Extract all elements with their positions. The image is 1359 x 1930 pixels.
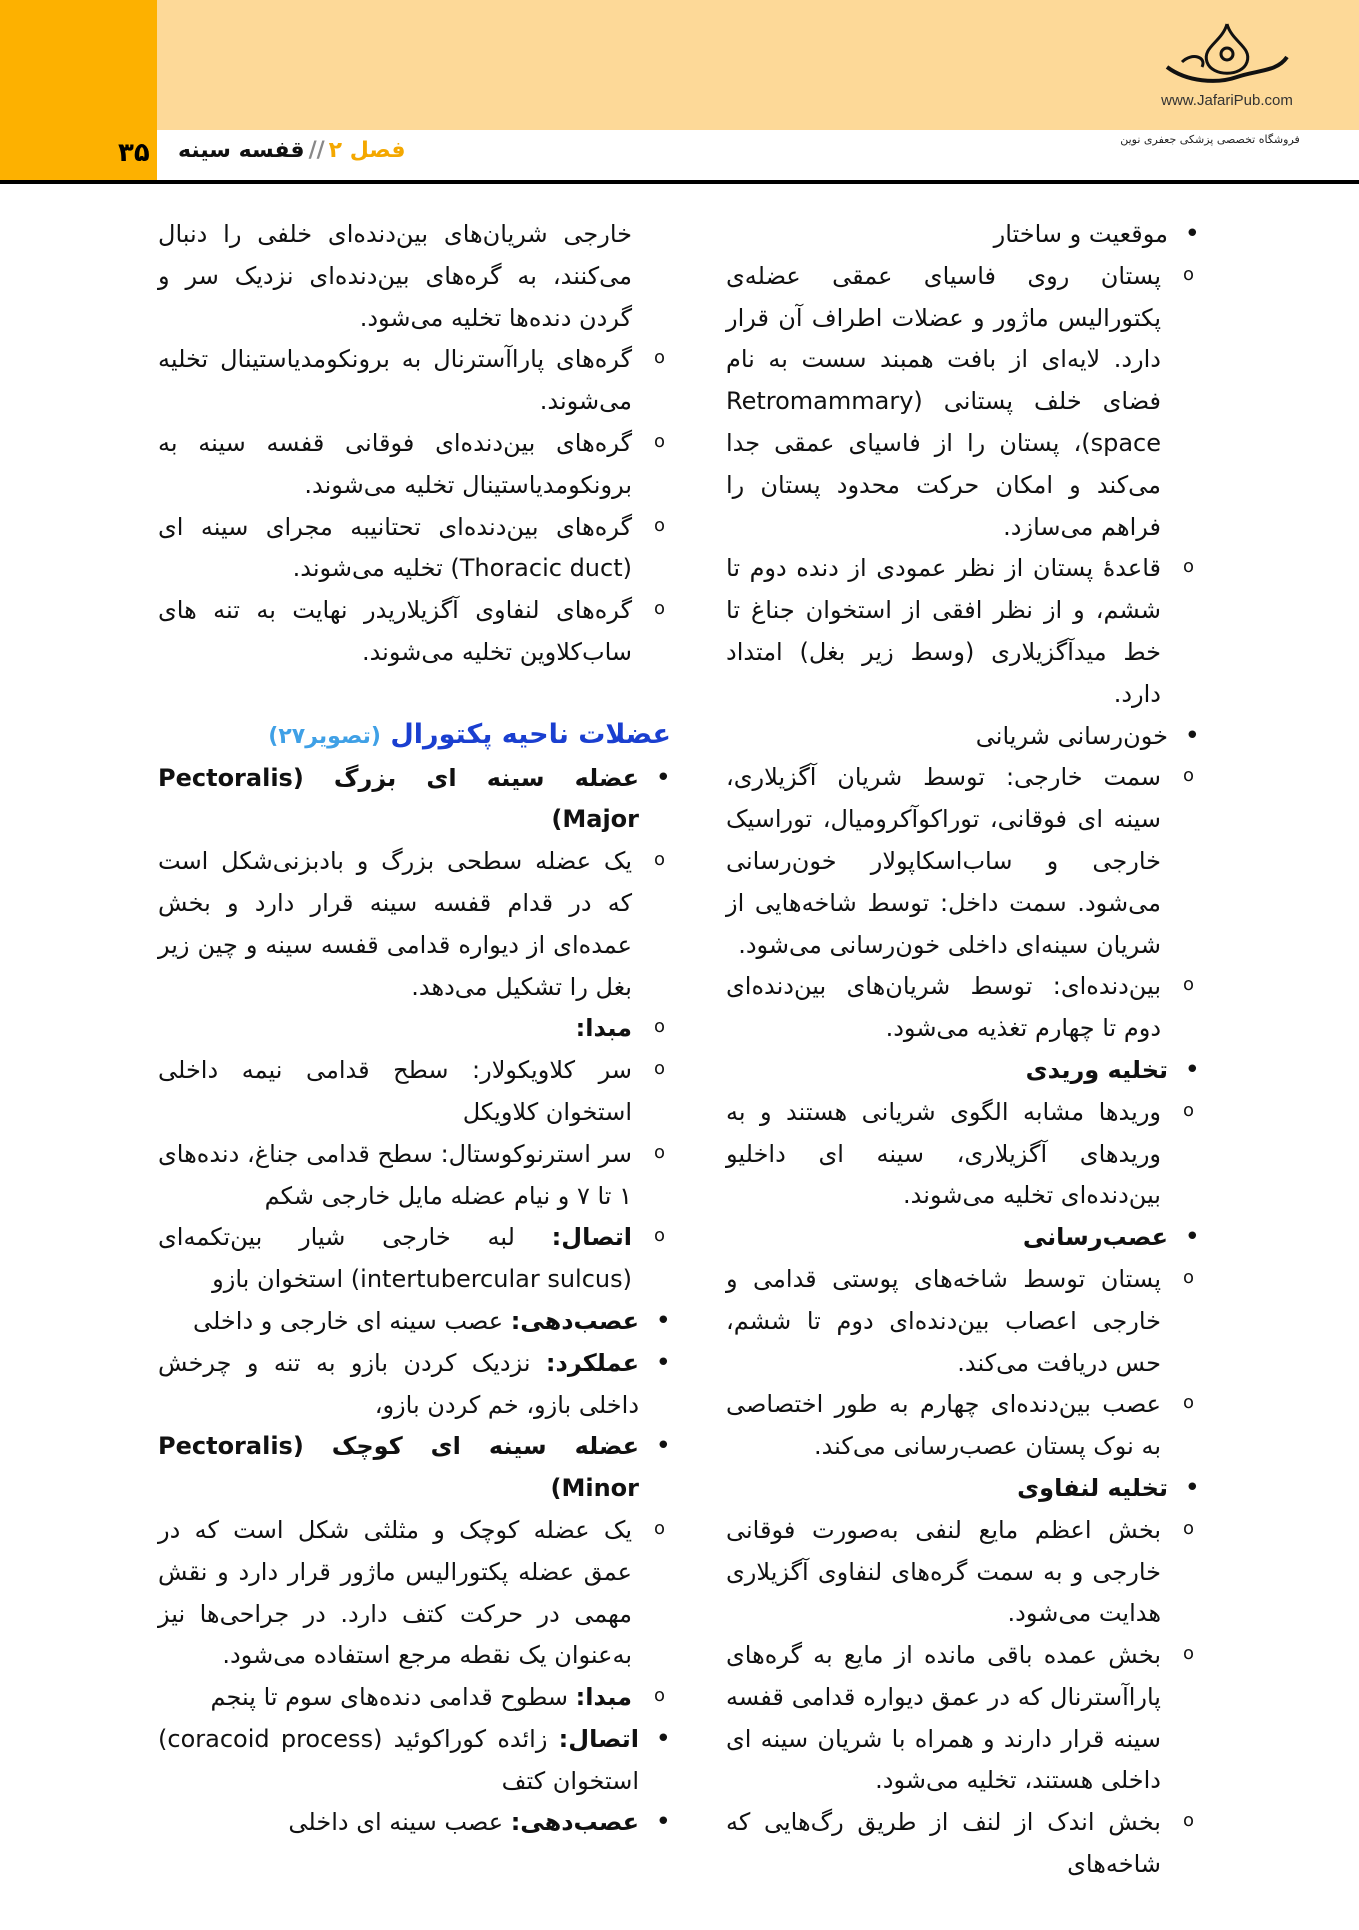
list-item [726,1468,1200,1510]
heading-text: عضلات ناحیه پکتورال [390,718,671,750]
innervation-text: عصب سینه ای داخلی [288,1808,504,1837]
list-item [158,1426,671,1510]
list-subitem [158,1217,671,1301]
list-subitem: o پستان توسط شاخه‌های پوستی قدامی و خارجی اعصاب بین‌دنده‌ای دوم تا ششم، حس دریافت می‌کند. [726,1259,1200,1384]
publisher-logo [1132,22,1322,122]
list-subitem: o بخش اعظم مایع لنفی به‌صورت فوقانی خارجی و به سمت گره‌های لنفاوی آگزیلاری هدایت می‌شود. [726,1510,1200,1635]
list-item [158,1802,671,1844]
list-item: • موقعیت و ساختار [726,214,1200,256]
list-item [726,1217,1200,1259]
insertion-label: اتصال: [558,1724,639,1753]
list-subitem-continued: خارجی شریان‌های بین‌دنده‌ای خلفی را دنبال می‌کنند، به گره‌های بین‌دنده‌ای نزدیک سر و گردن دنده‌ها تخلیه می‌شود. [158,220,632,332]
list-subitem: o وریدها مشابه الگوی شریانی هستند و به وریدهای آگزیلاری، سینه ای داخلیو بین‌دنده‌ای تخلیه می‌شوند. [726,1092,1200,1217]
chapter-label: فصل ۲ [328,138,406,163]
list-subitem: o سر کلاویکولار: سطح قدامی نیمه داخلی استخوان کلاویکل [158,1050,671,1134]
origin-label: مبدا: [575,1683,632,1712]
list-item [158,1343,671,1427]
innervation-label: عصب‌دهی: [510,1306,639,1335]
section-title: تخلیه لنفاوی [1017,1473,1168,1502]
running-header [178,138,405,163]
list-subitem: o پستان روی فاسیای عمقی عضله‌ی پکتورالیس ماژور و عضلات اطراف آن قرار دارد. لایه‌ای از بافت همبند سست به نام فضای خلف پستانی (Retromammary space)، پستان را از فاسیای عمقی جدا می‌کند و امکان حرکت محدود پستان را فراهم می‌سازد. [726,256,1200,549]
muscle-title: عضله سینه ای کوچک (Pectoralis Minor) [158,1432,639,1503]
list-subitem: o قاعدهٔ پستان از نظر عمودی از دنده دوم تا ششم، و از نظر افقی از استخوان جناغ تا خط میدآگزیلاری (وسط زیر بغل) امتداد دارد. [726,548,1200,715]
header-rule [0,180,1359,184]
list-item [158,1719,671,1803]
figure-reference[interactable]: (تصویر۲۷) [268,723,381,749]
list-subitem: o عصب بین‌دنده‌ای چهارم به طور اختصاصی به نوک پستان عصب‌رسانی می‌کند. [726,1384,1200,1468]
list-item [158,758,671,842]
list-subitem: o گره‌های بین‌دنده‌ای فوقانی قفسه سینه به برونکومدیاستینال تخلیه می‌شوند. [158,423,671,507]
list-subitem [158,1677,671,1719]
list-subitem: o یک عضله کوچک و مثلثی شکل است که در عمق عضله پکتورالیس ماژور قرار دارد و نقش مهمی در حرکت کتف دارد. در جراحی‌ها نیز به‌عنوان یک نقطه مرجع استفاده می‌شود. [158,1510,671,1677]
list-subitem: o بخش عمده باقی مانده از مایع به گره‌های پاراآسترنال که در عمق دیواره قدامی قفسه سینه قرار دارند و همراه با شریان سینه ای داخلی هستند، تخلیه می‌شود. [726,1635,1200,1802]
left-column [158,214,671,1844]
insertion-label: اتصال: [551,1223,632,1252]
origin-label: مبدا: [575,1014,632,1043]
muscle-title: عضله سینه ای بزرگ (Pectoralis Major) [158,763,639,834]
chapter-title: قفسه سینه [178,138,305,163]
list-subitem: o سر استرنوکوستال: سطح قدامی جناغ، دنده‌های ۱ تا ۷ و نیام عضله مایل خارجی شکم [158,1134,671,1218]
list-subitem: o گره‌های لنفاوی آگزیلاریدر نهایت به تنه های ساب‌کلاوین تخلیه می‌شوند. [158,590,671,674]
list-subitem: o بخش اندک از لنف از طریق رگ‌هایی که شاخه‌های [726,1802,1200,1886]
section-title: تخلیه وریدی [1025,1055,1168,1084]
logo-url: www.JafariPub.com [1161,92,1293,109]
innervation-text: عصب سینه ای خارجی و داخلی [192,1306,504,1335]
separator: // [308,138,325,163]
action-text: نزدیک کردن بازو به تنه و چرخش داخلی بازو، خم کردن بازو، [158,1348,639,1419]
logo-calligraphy-icon [1162,22,1292,92]
section-heading [158,714,671,758]
origin-text: سطوح قدامی دنده‌های سوم تا پنجم [210,1683,569,1712]
innervation-label: عصب‌دهی: [510,1808,639,1837]
list-subitem: o گره‌های بین‌دنده‌ای تحتانیبه مجرای سینه ای (Thoracic duct) تخلیه می‌شوند. [158,507,671,591]
right-column [726,214,1200,1886]
insertion-text: زائده کوراکوئید (coracoid process) استخوان کتف [158,1724,639,1795]
page-number: ۳۵ [118,138,150,168]
list-item [726,1050,1200,1092]
list-item: • خون‌رسانی شریانی [726,716,1200,758]
list-item [158,1301,671,1343]
insertion-text: لبه خارجی شیار بین‌تکمه‌ای (intertubercular sulcus) استخوان بازو [158,1223,632,1294]
list-subitem: o یک عضله سطحی بزرگ و بادبزنی‌شکل است که در قدام قفسه سینه قرار دارد و بخش عمده‌ای از دیواره قدامی قفسه سینه و چین زیر بغل را تشکیل می‌دهد. [158,841,671,1008]
list-subitem [158,1008,671,1050]
list-subitem: o گره‌های پاراآسترنال به برونکومدیاستینال تخلیه می‌شوند. [158,339,671,423]
list-subitem: o سمت خارجی: توسط شریان آگزیلاری، سینه ای فوقانی، توراکوآکرومیال، توراسیک خارجی و ساب‌اسکاپولار خون‌رسانی می‌شود. سمت داخل: توسط شاخه‌هایی از شریان سینه‌ای داخلی خون‌رسانی می‌شود. [726,757,1200,966]
list-subitem: o بین‌دنده‌ای: توسط شریان‌های بین‌دنده‌ای دوم تا چهارم تغذیه می‌شود. [726,966,1200,1050]
action-label: عملکرد: [545,1348,639,1377]
shop-name: فروشگاه تخصصی پزشکی جعفری نوین [1120,133,1300,146]
section-title: عصب‌رسانی [1022,1223,1168,1252]
